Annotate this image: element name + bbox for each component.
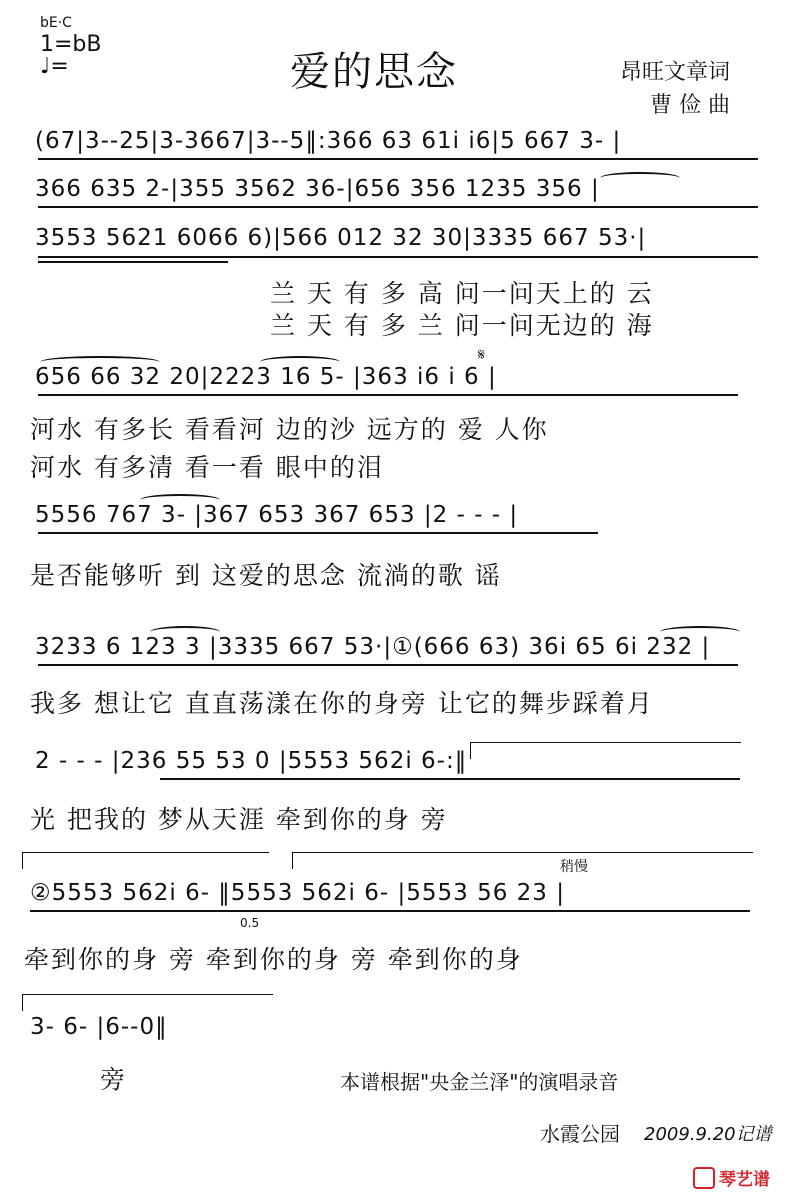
slur-mark [260, 356, 340, 368]
segno-mark: 𝄋 [478, 345, 486, 364]
lyric-line: 兰 天 有 多 高 问一问天上的 云 [270, 279, 654, 308]
transcriber-signature: 水霞公园 [540, 1122, 620, 1146]
lyric-line: 旁 [100, 1065, 128, 1094]
score-row-4: 656 66 32 20|2223 16 5- |363 i6 i 6 | [35, 364, 497, 390]
key-mark-key: 1=bB [40, 32, 102, 57]
beat-underline [38, 664, 738, 666]
slur-mark [150, 626, 220, 638]
beat-underline [38, 261, 228, 263]
beat-underline [30, 910, 750, 912]
volta-bracket-two [22, 852, 269, 869]
composer-credit: 曹 俭 曲 [650, 93, 730, 118]
slur-mark [140, 494, 220, 506]
volta-bracket [22, 994, 273, 1011]
tempo-mark: 稍慢 [560, 859, 588, 875]
lyric-line: 是否能够听 到 这爱的思念 流淌的歌 谣 [30, 561, 502, 590]
lyricist-credit: 昂旺文章词 [620, 60, 731, 85]
lyric-line: 我多 想让它 直直荡漾在你的身旁 让它的舞步踩着月 [30, 689, 654, 718]
slur-mark [40, 356, 160, 368]
beat-underline [38, 394, 738, 396]
source-note: 本谱根据"央金兰泽"的演唱录音 [340, 1070, 619, 1094]
score-row-3: 3553 5621 6066 6)|566 012 32 30|3335 667 53·| [35, 225, 647, 251]
watermark-logo [693, 1165, 770, 1190]
key-signature [40, 12, 102, 78]
lyric-line: 兰 天 有 多 兰 问一问无边的 海 [270, 311, 654, 340]
beat-underline [160, 778, 740, 780]
beat-underline [38, 206, 758, 208]
score-row-5: 5556 767 3- |367 653 367 653 |2 - - - | [35, 502, 519, 528]
score-row-8: ②5553 562i 6- ‖5553 562i 6- |5553 56 23 | [30, 880, 565, 906]
key-mark-meter: bE·C [40, 15, 72, 31]
song-title: 爱的思念 [290, 49, 458, 95]
beat-underline [38, 158, 758, 160]
slur-mark [600, 172, 680, 184]
beat-underline [38, 256, 758, 258]
lyric-line: 光 把我的 梦从天涯 牵到你的身 旁 [30, 805, 448, 834]
fine-mark: 0.5 [240, 916, 260, 930]
volta-bracket [292, 852, 753, 869]
repeat-bracket [470, 742, 741, 759]
lyric-line: 河水 有多长 看看河 边的沙 远方的 爱 人你 [30, 415, 549, 444]
transcription-date: 2009.9.20记谱 [644, 1124, 772, 1145]
score-row-9: 3- 6- |6--0‖ [30, 1014, 168, 1040]
watermark-text: 琴艺谱 [719, 1170, 770, 1190]
score-row-7: 2 - - - |236 55 53 0 |5553 562i 6-:‖ [35, 748, 468, 774]
score-row-2: 366 635 2-|355 3562 36-|656 356 1235 356 | [35, 176, 600, 202]
logo-icon [693, 1167, 715, 1189]
lyric-line: 河水 有多清 看一看 眼中的泪 [30, 453, 384, 482]
lyric-line: 牵到你的身 旁 牵到你的身 旁 牵到你的身 [24, 945, 523, 974]
score-row-6: 3233 6 123 3 |3335 667 53·|①(666 63) 36i 65 6i 232 | [35, 634, 711, 660]
score-row-1: (67|3--25|3-3667|3--5‖:366 63 61i i6|5 667 3- | [35, 128, 622, 154]
beat-underline [38, 532, 598, 534]
slur-mark [660, 626, 740, 638]
key-mark-tempo: ♩= [40, 54, 69, 79]
